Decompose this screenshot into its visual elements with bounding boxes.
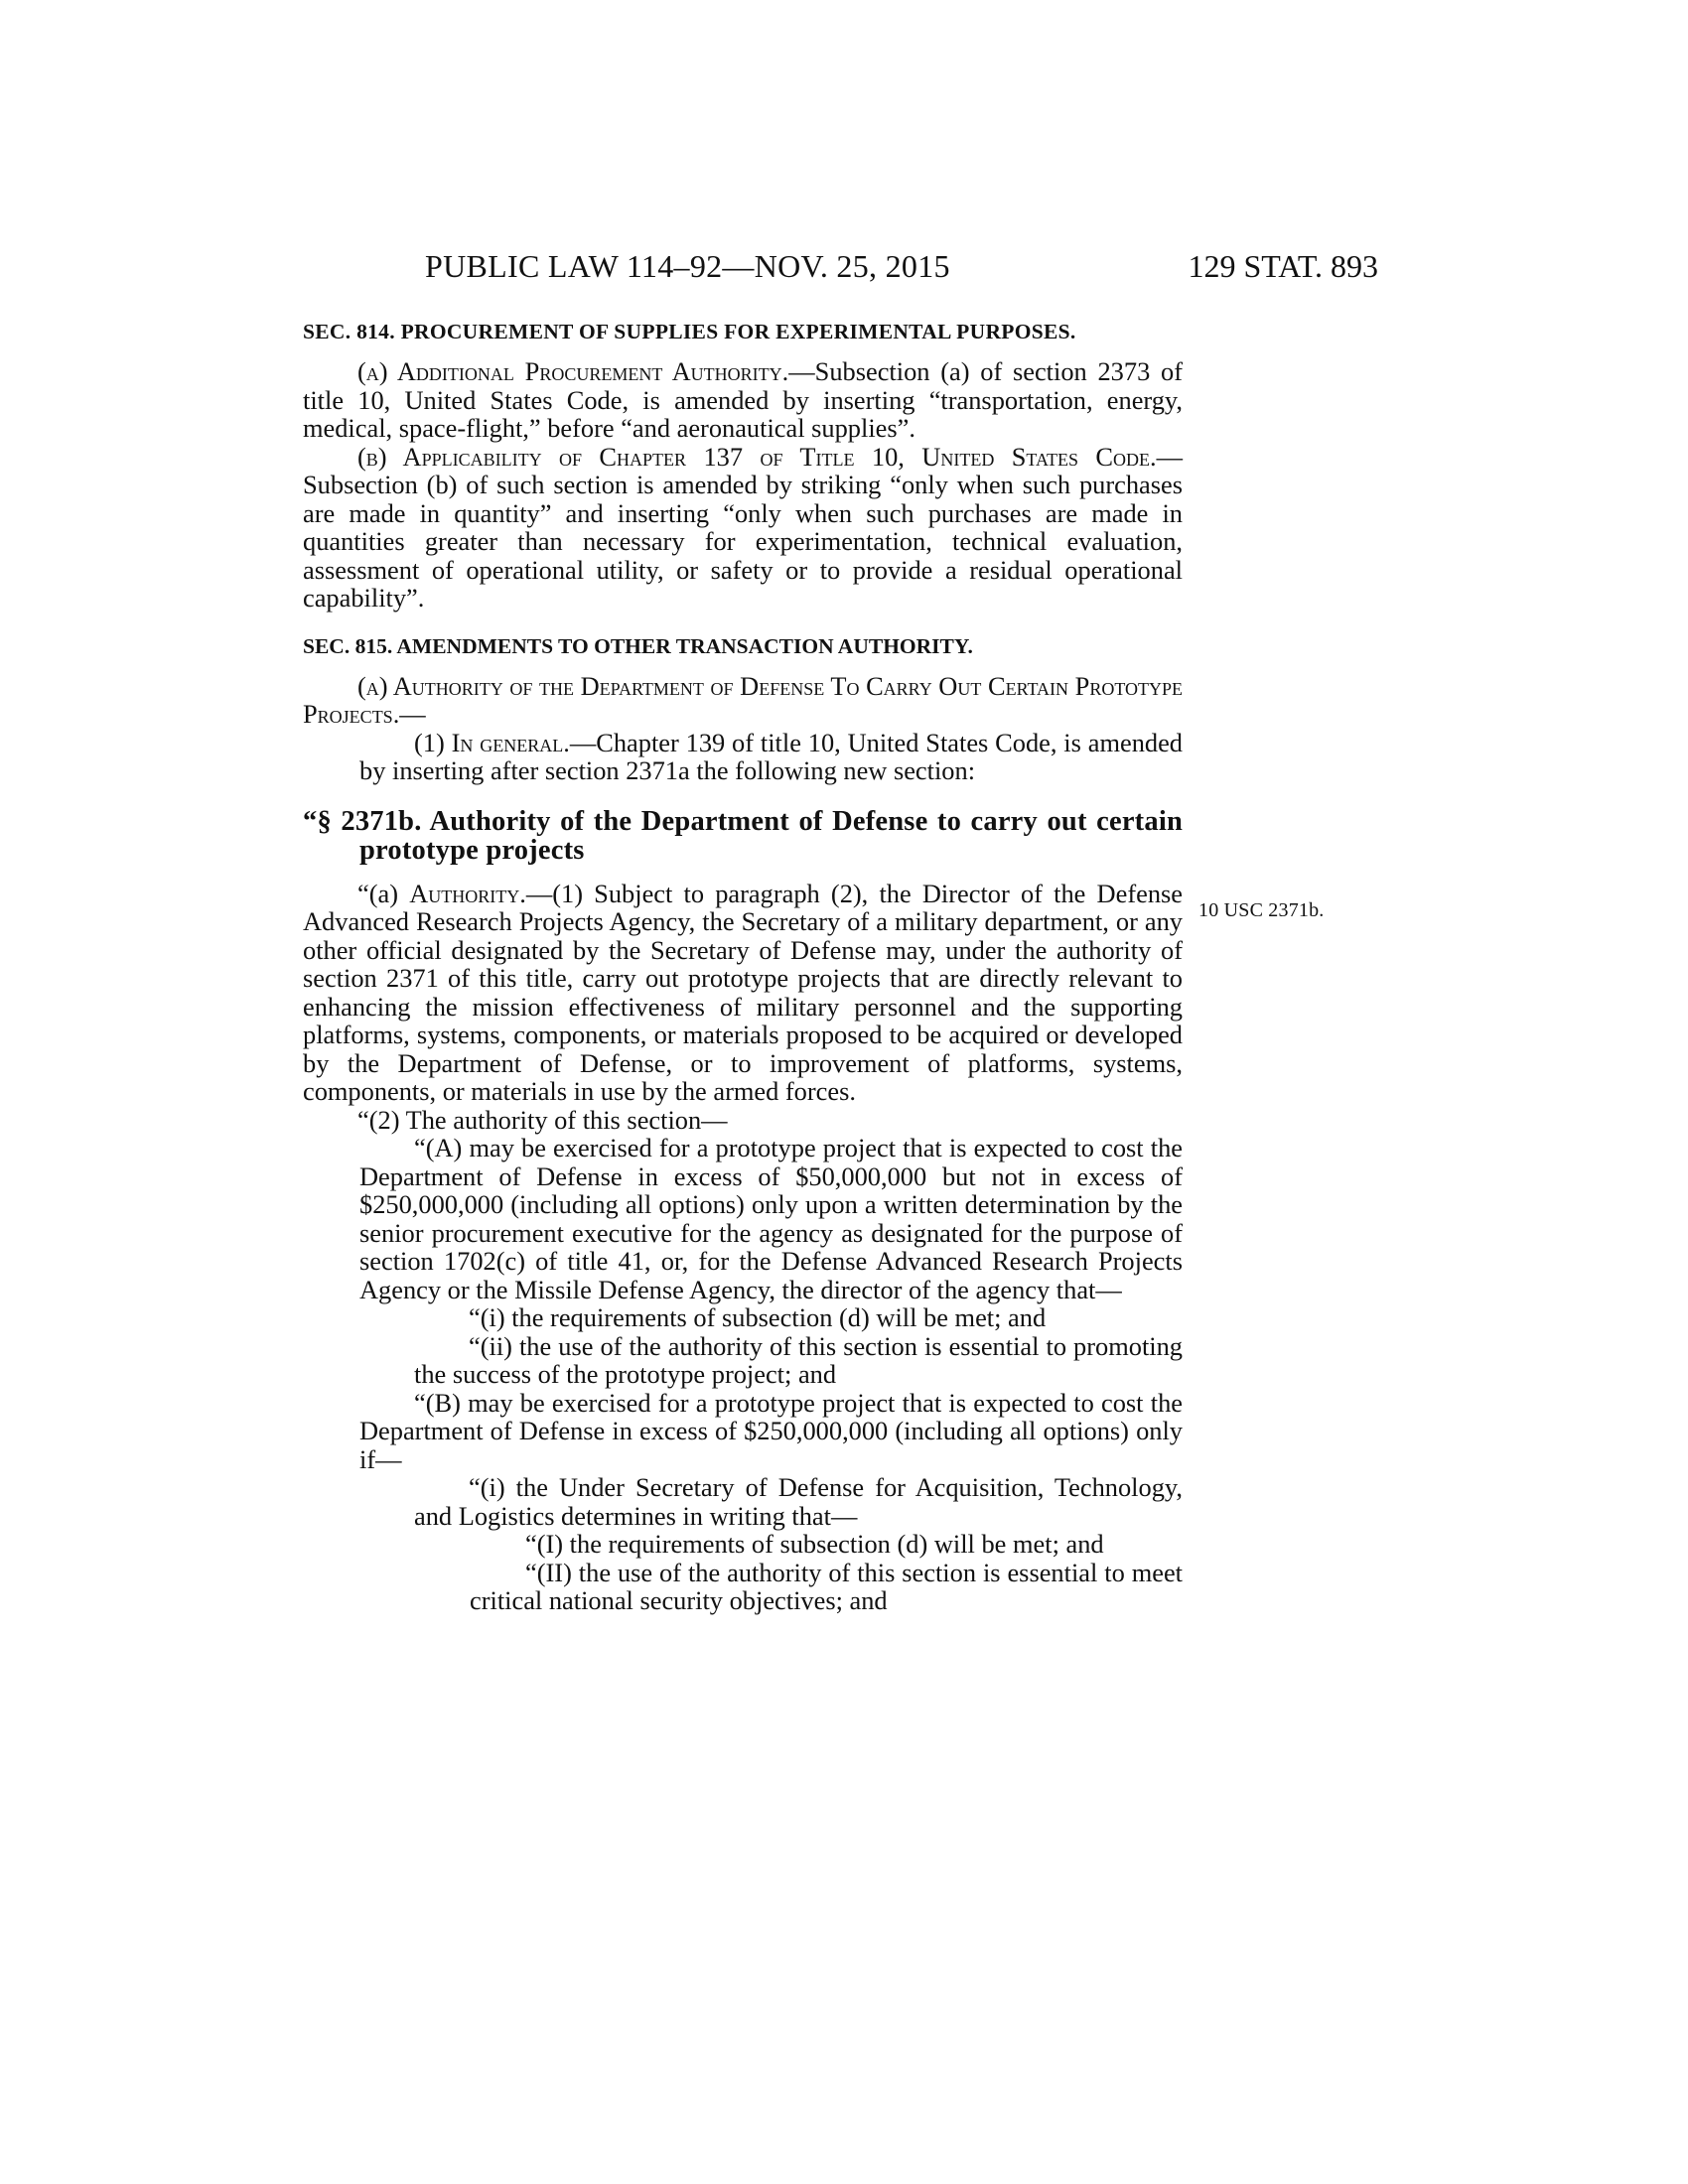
- section-2371b-a-open: “(a): [357, 878, 410, 908]
- section-2371b-subparagraph-B: “(B) may be exercised for a prototype project that is expected to cost the Department of Defense in excess of $250,000,000 (including all options) only if—: [359, 1387, 1183, 1474]
- sec-814-subsection-a: [303, 357, 1183, 443]
- sec-815-a-text: —: [399, 699, 426, 729]
- sec-815-p1-text: —Chapter 139 of title 10, United States Code, is amended by inserting after section 2371a the following new section:: [359, 727, 1184, 785]
- sec-814-a-label: (a) Additional Procurement Authority.: [357, 356, 789, 386]
- statute-page-number: 129 STAT. 893: [1188, 248, 1378, 284]
- section-2371b-heading: “§ 2371b. Authority of the Department of Defense to carry out certain prototype projects: [303, 805, 1183, 866]
- section-2371b-a-label: Authority.: [409, 878, 526, 908]
- sec-814-a-text: —Subsection (a) of section 2373 of title 10, United States Code, is amended by inserting “transportation, energy, medical, space-flight,” before “and aeronautical supplies”.: [303, 356, 1183, 443]
- sec-815-a-label: (a) Authority of the Department of Defense To Carry Out Certain Prototype Projects.: [303, 670, 1183, 729]
- public-law-title: PUBLIC LAW 114–92—NOV. 25, 2015: [425, 248, 950, 284]
- sec-815-subsection-a: [303, 672, 1183, 729]
- section-2371b-clause-A-ii: “(ii) the use of the authority of this section is essential to promoting the success of the prototype project; and: [414, 1330, 1183, 1389]
- sec-815-p1-label: (1) In general.: [414, 727, 570, 757]
- section-2371b-clause-A-i: “(i) the requirements of subsection (d) will be met; and: [469, 1302, 1047, 1332]
- usc-margin-note: 10 USC 2371b.: [1198, 899, 1325, 921]
- sec-815-heading: SEC. 815. AMENDMENTS TO OTHER TRANSACTION AUTHORITY.: [303, 633, 973, 658]
- section-2371b-subclause-B-i-I: “(I) the requirements of subsection (d) will be met; and: [525, 1529, 1104, 1559]
- running-head: [298, 248, 1378, 288]
- section-2371b-subclause-B-i-II: “(II) the use of the authority of this section is essential to meet critical national security objectives; and: [470, 1557, 1183, 1615]
- section-2371b-subsection-a: [303, 880, 1183, 1106]
- sec-815-paragraph-1: [303, 729, 1183, 785]
- body-text: [303, 320, 1183, 1615]
- section-2371b-clause-B-i: “(i) the Under Secretary of Defense for Acquisition, Technology, and Logistics determines in writing that—: [414, 1472, 1183, 1531]
- sec-814-subsection-b: [303, 443, 1183, 613]
- section-2371b-subparagraph-A: “(A) may be exercised for a prototype project that is expected to cost the Department of Defense in excess of $50,000,000 but not in excess of $250,000,000 (including all options) only upon a written determination by the senior procurement executive for the agency as designated for the purpose of section 1702(c) of title 41, or, for the Defense Advanced Research Projects Agency or the Missile Defense Agency, the director of the agency that—: [359, 1133, 1183, 1304]
- section-2371b-a-text: —(1) Subject to paragraph (2), the Director of the Defense Advanced Research Projects Agency, the Secretary of a military department, or any other official designated by the Secretary of Defense may, under the authority of section 2371 of this title, carry out prototype projects that are directly relevant to enhancing the mission effectiveness of military personnel and the supporting platforms, systems, components, or materials proposed to be acquired or developed by the Department of Defense, or to improvement of platforms, systems, components, or materials in use by the armed forces.: [303, 878, 1183, 1106]
- section-2371b-paragraph-2: “(2) The authority of this section—: [357, 1104, 728, 1135]
- sec-814-heading: SEC. 814. PROCUREMENT OF SUPPLIES FOR EXPERIMENTAL PURPOSES.: [303, 320, 1076, 343]
- sec-814-b-text: —Subsection (b) of such section is amended by striking “only when such purchases are made in quantity” and inserting “only when such purchases are made in quantities greater than necessary for experimentation, technical evaluation, assessment of operational utility, or safety or to provide a residual operational capability”.: [303, 441, 1183, 613]
- sec-814-b-label: (b) Applicability of Chapter 137 of Title 10, United States Code.: [357, 441, 1157, 472]
